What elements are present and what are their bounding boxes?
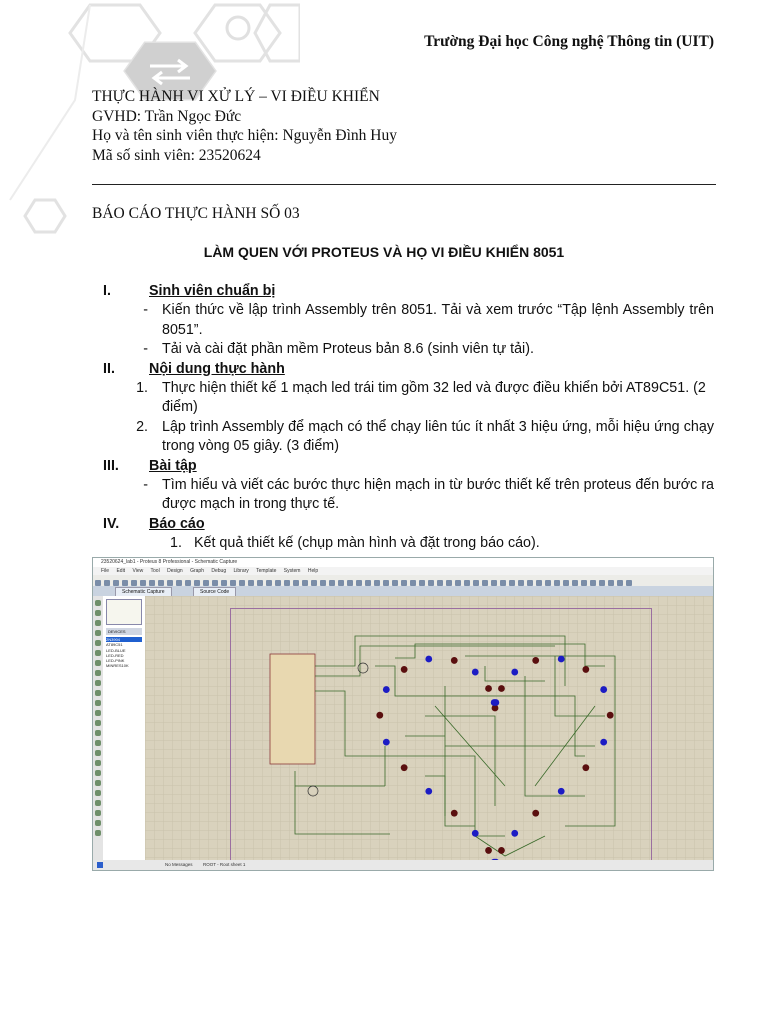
led bbox=[582, 666, 589, 673]
led bbox=[532, 810, 539, 817]
mode-tool-button[interactable] bbox=[95, 800, 101, 806]
schematic-canvas[interactable] bbox=[145, 596, 713, 860]
mode-tool-button[interactable] bbox=[95, 700, 101, 706]
mode-toolbar bbox=[93, 596, 103, 860]
menu-system[interactable]: System bbox=[283, 568, 301, 574]
led bbox=[401, 764, 408, 771]
item-text: Tìm hiểu và viết các bước thực hiện mạch in từ bước thiết kế trên proteus đến bước ra được mạch in trong thực tế. bbox=[162, 477, 714, 513]
section-heading bbox=[92, 457, 714, 476]
section-heading bbox=[92, 360, 714, 379]
mode-tool-button[interactable] bbox=[95, 790, 101, 796]
led bbox=[485, 847, 492, 854]
item-text: Tải và cài đặt phần mềm Proteus bản 8.6 (sinh viên tự tải). bbox=[162, 341, 534, 358]
window-title: 23520624_lab1 - Proteus 8 Professional - Schematic Capture bbox=[93, 558, 713, 567]
led bbox=[451, 810, 458, 817]
led bbox=[511, 669, 518, 676]
menu-file[interactable]: File bbox=[101, 568, 110, 574]
led bbox=[498, 847, 505, 854]
led bbox=[491, 699, 498, 706]
device-item[interactable]: LED-PINK bbox=[106, 658, 125, 664]
list-item bbox=[92, 340, 714, 359]
toolbar bbox=[93, 575, 713, 586]
led bbox=[425, 656, 432, 663]
item-text: Kết quả thiết kế (chụp màn hình và đặt trong báo cáo). bbox=[194, 535, 540, 552]
section-heading bbox=[92, 515, 714, 534]
list-item bbox=[92, 379, 714, 418]
school-name: Trường Đại học Công nghệ Thông tin (UIT) bbox=[424, 33, 714, 50]
circuit-schematic bbox=[145, 596, 715, 862]
mode-tool-button[interactable] bbox=[95, 640, 101, 646]
mode-tool-button[interactable] bbox=[95, 760, 101, 766]
menu-graph[interactable]: Graph bbox=[190, 568, 204, 574]
list-item bbox=[92, 418, 714, 457]
bullet: - bbox=[143, 477, 148, 494]
led bbox=[383, 739, 390, 746]
mode-tool-button[interactable] bbox=[95, 680, 101, 686]
device-panel bbox=[103, 596, 146, 860]
list-item bbox=[92, 301, 714, 340]
mode-tool-button[interactable] bbox=[95, 600, 101, 606]
sub-list-item bbox=[170, 534, 714, 553]
led bbox=[511, 830, 518, 837]
menu-debug[interactable]: Debug bbox=[211, 568, 227, 574]
tab-bar bbox=[93, 586, 713, 596]
led bbox=[485, 685, 492, 692]
mode-tool-button[interactable] bbox=[95, 750, 101, 756]
led bbox=[376, 712, 383, 719]
item-text: Lập trình Assembly để mạch có thể chạy liên túc ít nhất 3 hiệu ứng, mỗi hiệu ứng chạy trong vòng 05 giây. (3 điểm) bbox=[162, 418, 714, 455]
led bbox=[451, 657, 458, 664]
status-bar bbox=[93, 860, 713, 870]
mode-tool-button[interactable] bbox=[95, 670, 101, 676]
menu-help[interactable]: Help bbox=[307, 568, 319, 574]
mode-tool-button[interactable] bbox=[95, 740, 101, 746]
device-item[interactable]: 2N3904 bbox=[106, 637, 142, 642]
mode-tool-button[interactable] bbox=[95, 720, 101, 726]
section-number: II. bbox=[103, 360, 115, 377]
mode-tool-button[interactable] bbox=[95, 630, 101, 636]
overview-preview bbox=[106, 599, 142, 625]
section-number: III. bbox=[103, 457, 119, 474]
menu-tool[interactable]: Tool bbox=[150, 568, 160, 574]
instructor: GVHD: Trần Ngọc Đức bbox=[92, 107, 242, 125]
menu-design[interactable]: Design bbox=[167, 568, 183, 574]
report-title: LÀM QUEN VỚI PROTEUS VÀ HỌ VI ĐIỀU KHIỂN 8051 bbox=[203, 244, 565, 260]
info-block bbox=[92, 87, 397, 165]
student-name: Họ và tên sinh viên thực hiện: Nguyễn Đình Huy bbox=[92, 127, 398, 144]
led bbox=[582, 764, 589, 771]
menu-view[interactable]: View bbox=[132, 568, 144, 574]
tab-source-code[interactable]: Source Code bbox=[193, 587, 236, 597]
mode-tool-button[interactable] bbox=[95, 710, 101, 716]
item-text: Thực hiện thiết kế 1 mạch led trái tim gồm 32 led và được điều khiển bởi AT89C51. (2 điểm) bbox=[162, 380, 706, 416]
mode-tool-button[interactable] bbox=[95, 770, 101, 776]
menu-library[interactable]: Library bbox=[233, 568, 249, 574]
led bbox=[472, 669, 479, 676]
mode-tool-button[interactable] bbox=[95, 820, 101, 826]
tab-schematic-capture[interactable]: Schematic Capture bbox=[115, 587, 172, 597]
section-title: Báo cáo bbox=[149, 515, 205, 532]
section-title: Sinh viên chuẩn bị bbox=[149, 283, 276, 299]
mode-tool-button[interactable] bbox=[95, 620, 101, 626]
led bbox=[600, 686, 607, 693]
item-text: Kiến thức về lập trình Assembly trên 8051. Tải và xem trước “Tập lệnh Assembly trên 8051”. bbox=[162, 302, 714, 338]
status-messages: No Messages bbox=[165, 862, 193, 867]
section-heading bbox=[92, 282, 714, 301]
number-marker: 2. bbox=[136, 418, 148, 435]
device-item[interactable]: LED-RED bbox=[106, 652, 124, 658]
bullet: - bbox=[143, 341, 148, 358]
mode-tool-button[interactable] bbox=[95, 830, 101, 836]
led bbox=[600, 739, 607, 746]
play-icon[interactable] bbox=[97, 862, 103, 868]
course-title: THỰC HÀNH VI XỬ LÝ – VI ĐIỀU KHIỂN bbox=[92, 88, 380, 105]
menu-edit[interactable]: Edit bbox=[116, 568, 126, 574]
report-number: BÁO CÁO THỰC HÀNH SỐ 03 bbox=[92, 205, 300, 222]
led bbox=[425, 788, 432, 795]
section-number: IV. bbox=[103, 515, 120, 532]
led bbox=[401, 666, 408, 673]
led bbox=[532, 657, 539, 664]
led bbox=[558, 788, 565, 795]
section-title: Bài tập bbox=[149, 457, 197, 474]
device-item[interactable]: AT89C51 bbox=[106, 642, 123, 648]
student-id: Mã số sinh viên: 23520624 bbox=[92, 146, 261, 164]
device-item[interactable]: MINRES10K bbox=[106, 663, 129, 669]
proteus-screenshot bbox=[92, 557, 714, 871]
led bbox=[607, 712, 614, 719]
menu-bar bbox=[93, 567, 713, 575]
mode-tool-button[interactable] bbox=[95, 690, 101, 696]
list-item bbox=[92, 476, 714, 515]
device-list bbox=[106, 637, 142, 669]
divider bbox=[92, 184, 716, 185]
menu-template[interactable]: Template bbox=[256, 568, 277, 574]
number-marker: 1. bbox=[170, 535, 182, 552]
mode-tool-button[interactable] bbox=[95, 650, 101, 656]
mode-tool-button[interactable] bbox=[95, 660, 101, 666]
status-sheet: ROOT - Root sheet 1 bbox=[203, 862, 246, 867]
mode-tool-button[interactable] bbox=[95, 780, 101, 786]
mode-tool-button[interactable] bbox=[95, 610, 101, 616]
section-number: I. bbox=[103, 283, 111, 299]
led bbox=[472, 830, 479, 837]
mode-tool-button[interactable] bbox=[95, 810, 101, 816]
section-title: Nội dung thực hành bbox=[149, 360, 285, 377]
bullet: - bbox=[143, 302, 148, 319]
report-content bbox=[92, 282, 714, 554]
device-item[interactable]: LED-BLUE bbox=[106, 647, 126, 653]
led bbox=[383, 686, 390, 693]
devices-button[interactable]: DEVICES bbox=[106, 628, 142, 635]
led bbox=[498, 685, 505, 692]
number-marker: 1. bbox=[136, 380, 148, 397]
led bbox=[558, 656, 565, 663]
mode-tool-button[interactable] bbox=[95, 730, 101, 736]
